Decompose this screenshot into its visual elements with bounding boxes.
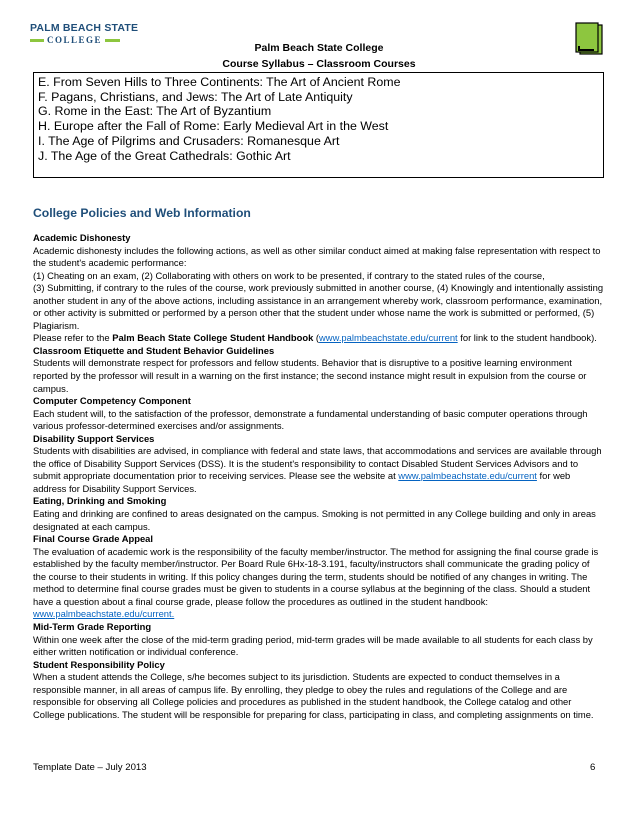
grade-appeal-heading: Final Course Grade Appeal [33,533,153,545]
unit-item: G. Rome in the East: The Art of Byzantium [38,104,272,119]
policies-content [33,232,605,721]
units-box [33,72,604,178]
responsibility-heading: Student Responsibility Policy [33,658,165,670]
footer-page-number: 6 [590,762,596,773]
academic-dishonesty-item2: (3) Submitting, if contrary to the rules of the course, work previously submitted in another course, (4) Knowingly and intentionally assisting another student in any of the above actions, including assistance in an arrangement whereby work, classroom performance, examination, or other activity is submitted or performed by a person other that the student under whose name the work is submitted or performed, (5) Plagiarism. [33,282,604,331]
section-title: College Policies and Web Information [33,206,251,220]
midterm-body: Within one week after the close of the mid-term grading period, mid-term grades will be made available to all students for each class by either written notification or individual conference. [33,633,593,658]
academic-dishonesty-heading: Academic Dishonesty [33,232,131,243]
logo-line1: PALM BEACH STATE [30,22,139,34]
unit-item: F. Pagans, Christians, and Jews: The Art of Late Antiquity [38,89,353,104]
classroom-etiquette-body: Students will demonstrate respect for professors and fellow students. Behavior that is disruptive to a positive learning environment reported by the professor will result in a warning on the first instance; the second instance might result in expulsion from the course or campus. [33,357,587,394]
grade-appeal-link[interactable]: www.palmbeachstate.edu/current. [33,608,175,620]
handbook-reference: Please refer to the Palm Beach State College Student Handbook (www.palmbeachstate.edu/current for link to the student handbook). [33,332,597,344]
midterm-heading: Mid-Term Grade Reporting [33,620,152,632]
disability-link[interactable]: www.palmbeachstate.edu/current [398,470,537,482]
header-college-name: Palm Beach State College [254,42,384,54]
footer-template-date: Template Date – July 2013 [33,762,147,773]
unit-item: J. The Age of the Great Cathedrals: Gothic Art [38,148,291,163]
grade-appeal-body: The evaluation of academic work is the responsibility of the faculty member/instructor. The method for assigning the final course grade is established by the faculty member/instructor. Per Board Rule 6Hx-18-3.191, faculty/instructors shall communicate the grading policy of the course to their students in writing. If this policy changes during the term, students should be notified of any changes in writing. The method to determine final course grades must be given to students in a course syllabus at the beginning of the class. Should a student have a question about a final course grade, please follow the procedures as outlined in the student handbook: www.palmbeachstate.edu/current. [33,545,599,620]
eating-body: Eating and drinking are confined to areas designated on the campus. Smoking is not permitted in any College building and only in areas designated at each campus. [33,508,596,532]
disability-heading: Disability Support Services [33,432,155,444]
responsibility-body: When a student attends the College, s/he becomes subject to its jurisdiction. Students are expected to conduct themselves in a responsible manner, in all areas of campus life. By enrolling, they pledge to obey the rules and regulations of the College and are responsible for observing all College policies and procedures as published in the student handbook, the College catalog and other College publications. The student will be responsible for preparing for class, participating in class, and completing assignments on time. [33,671,594,720]
disability-body: Students with disabilities are advised, in compliance with federal and state laws, that accommodations and services are available through the office of Disability Support Services (DSS). It is the student's responsibility to contact Disabled Student Services Advisors and to submit appropriate documentation prior to receiving services. Please see the website at www.palmbeachstate.edu/current for web address for Disability Support Services. [33,445,602,494]
computer-competency-body: Each student will, to the satisfaction of the professor, demonstrate a fundamental understanding of basic computer operations through various professor-determined exercises and/or assignments. [33,407,588,432]
academic-dishonesty-item1: (1) Cheating on an exam, (2) Collaborating with others on work to be presented, if contrary to the stated rules of the course, [33,269,545,281]
unit-item: H. Europe after the Fall of Rome: Early Medieval Art in the West [38,119,389,134]
unit-item: E. From Seven Hills to Three Continents: The Art of Ancient Rome [38,75,401,89]
handbook-link[interactable]: www.palmbeachstate.edu/current [319,332,458,344]
classroom-etiquette-heading: Classroom Etiquette and Student Behavior Guidelines [33,344,275,356]
header-syllabus-title: Course Syllabus – Classroom Courses [222,58,416,70]
eating-heading: Eating, Drinking and Smoking [33,495,167,507]
academic-dishonesty-body: Academic dishonesty includes the following actions, as well as other similar conduct aimed at making false representation with respect to the student's academic performance: [33,244,601,269]
unit-item: I. The Age of Pilgrims and Crusaders: Romanesque Art [38,133,340,148]
handbook-title: Palm Beach State College Student Handbook [112,332,314,344]
computer-competency-heading: Computer Competency Component [33,395,191,407]
logo-line2: COLLEGE [47,35,103,45]
